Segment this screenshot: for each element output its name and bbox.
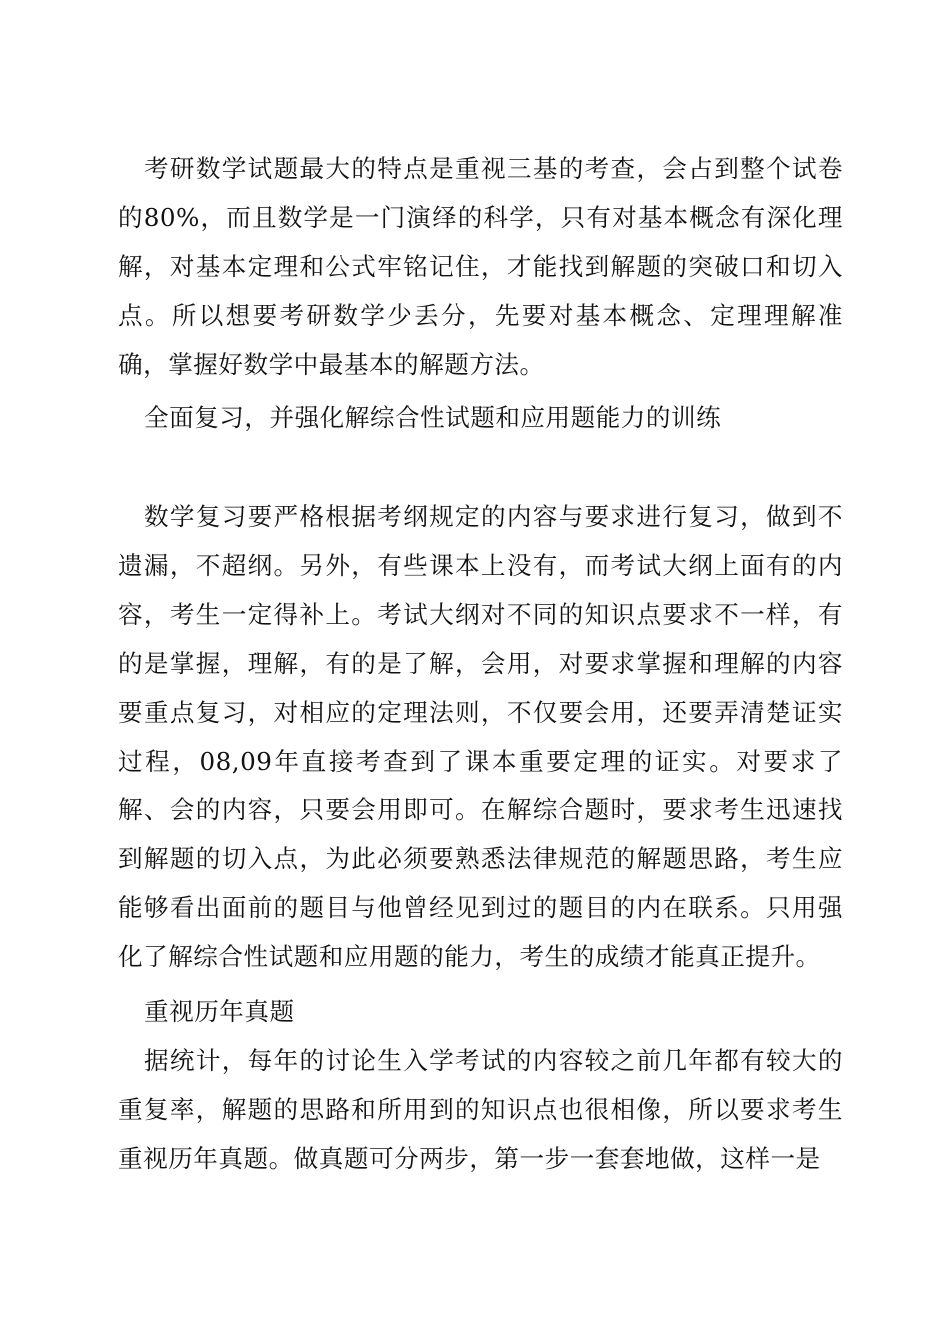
paragraph-syllabus-review	[118, 493, 843, 982]
paragraph-text: 据统计，每年的讨论生入学考试的内容较之前几年都有较大的重复率，解题的思路和所用到的知识点也很相像，所以要求考生重视历年真题。做真题可分两步，第一步一套套地做，这样一是	[118, 1046, 843, 1173]
paragraph-text: 数学复习要严格根据考纲规定的内容与要求进行复习，做到不遗漏，不超纲。另外，有些课本上没有，而考试大纲上面有的内容，考生一定得补上。考试大纲对不同的知识点要求不一样，有的是掌握，理解，有的是了解，会用，对要求掌握和理解的内容要重点复习，对相应的定理法则，不仅要会用，还要弄清楚证实过程，08,09年直接考查到了课本重要定理的证实。对要求了解、会的内容，只要会用即可。在解综合题时，要求考生迅速找到解题的切入点，为此必须要熟悉法律规范的解题思路，考生应能够看出面前的题目与他曾经见到过的题目的内在联系。只用强化了解综合性试题和应用题的能力，考生的成绩才能真正提升。	[118, 502, 843, 972]
paragraph-text: 考研数学试题最大的特点是重视三基的考查，会占到整个试卷的80%，而且数学是一门演绎的科学，只有对基本概念有深化理解，对基本定理和公式牢铭记住，才能找到解题的突破口和切入点。所以想要考研数学少丢分，先要对基本概念、定理理解准确，掌握好数学中最基本的解题方法。	[118, 154, 843, 379]
heading-text: 重视历年真题	[144, 997, 295, 1026]
heading-text: 全面复习，并强化解综合性试题和应用题能力的训练	[144, 403, 722, 432]
section-heading-comprehensive-review	[118, 394, 843, 443]
paragraph-importance-of-basics	[118, 145, 843, 390]
paragraph-past-exams	[118, 1037, 843, 1184]
section-heading-past-exams	[118, 988, 843, 1037]
